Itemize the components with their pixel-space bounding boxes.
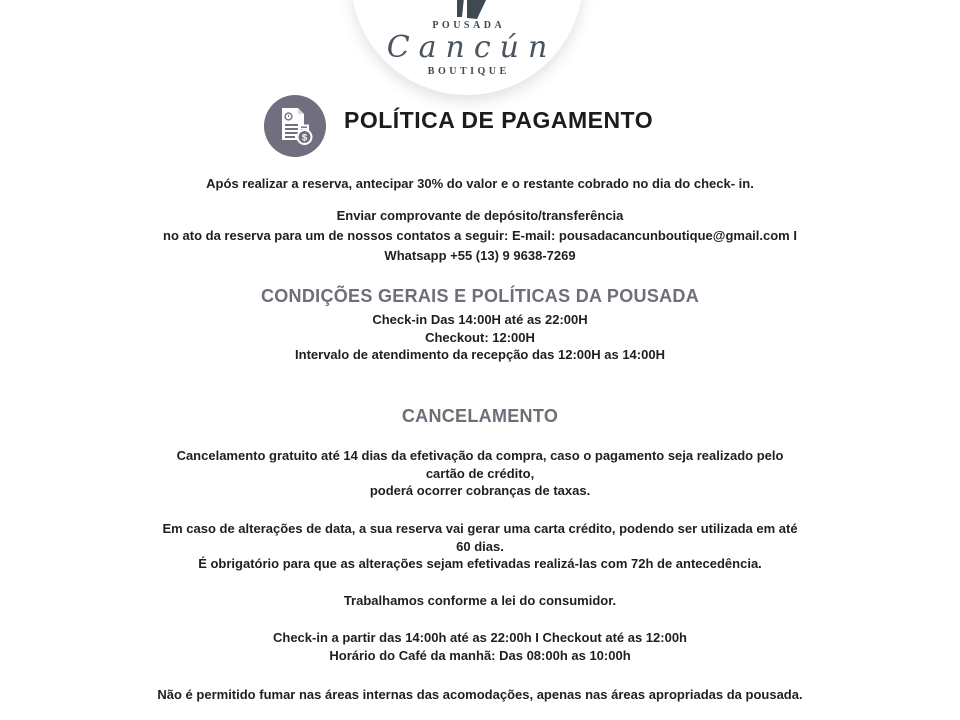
- palm-tree-icon: [442, 0, 492, 21]
- reception-line: Intervalo de atendimento da recepção das 12:00H as 14:00H: [295, 347, 665, 362]
- text-line: 60 dias.: [456, 538, 504, 554]
- checkin-checkout-line: Check-in a partir das 14:00h até as 22:00h I Checkout até as 12:00h: [272, 630, 687, 645]
- cancellation-paragraph-1: [0, 447, 960, 500]
- contact-paragraph: [0, 206, 960, 266]
- checkin-line: Check-in Das 14:00H até as 22:00H: [372, 312, 588, 327]
- breakfast-line: Horário do Café da manhã: Das 08:00h as 10:00h: [329, 648, 631, 663]
- intro-paragraph: [0, 175, 960, 192]
- contact-email-line: no ato da reserva para um de nossos contatos a seguir: E-mail: pousadacancunboutique@gmail.com I: [163, 228, 797, 243]
- cancellation-heading: CANCELAMENTO: [401, 406, 559, 426]
- text-line: poderá ocorrer cobranças de taxas.: [369, 483, 591, 498]
- conditions-paragraph: [0, 311, 960, 364]
- conditions-heading: CONDIÇÕES GERAIS E POLÍTICAS DA POUSADA: [260, 286, 700, 306]
- cancellation-paragraph-2: [0, 520, 960, 573]
- logo-badge: [351, 0, 583, 95]
- logo-name: Cancún: [386, 30, 557, 65]
- page-title: POLÍTICA DE PAGAMENTO: [344, 107, 654, 133]
- text-line: Em caso de alterações de data, a sua reserva vai gerar uma carta crédito, podendo ser utilizada em até: [162, 521, 798, 536]
- text-line: Trabalhamos conforme a lei do consumidor.: [343, 593, 617, 608]
- text-line: É obrigatório para que as alterações sejam efetivadas realizá-las com 72h de antecedência.: [198, 556, 762, 571]
- text-line: Após realizar a reserva, antecipar 30% do valor e o restante cobrado no dia do check- in.: [206, 176, 754, 191]
- logo-boutique-label: BOUTIQUE: [427, 66, 510, 77]
- consumer-law-line: [0, 592, 960, 609]
- text-line: Cancelamento gratuito até 14 dias da efetivação da compra, caso o pagamento seja realizado pelo: [176, 448, 784, 463]
- text-line: cartão de crédito,: [425, 465, 535, 481]
- logo-pousada-label: POUSADA: [432, 20, 506, 31]
- payment-invoice-icon: [264, 95, 326, 157]
- schedule-paragraph: [0, 629, 960, 665]
- contact-whatsapp-line: Whatsapp +55 (13) 9 9638-7269: [384, 248, 576, 263]
- text-line: Enviar comprovante de depósito/transferência: [336, 208, 624, 223]
- text-line: Não é permitido fumar nas áreas internas das acomodações, apenas nas áreas apropriadas da pousada.: [157, 687, 803, 702]
- checkout-line: Checkout: 12:00H: [425, 329, 535, 345]
- no-smoking-line: [0, 686, 960, 703]
- svg-text:$: $: [301, 132, 308, 144]
